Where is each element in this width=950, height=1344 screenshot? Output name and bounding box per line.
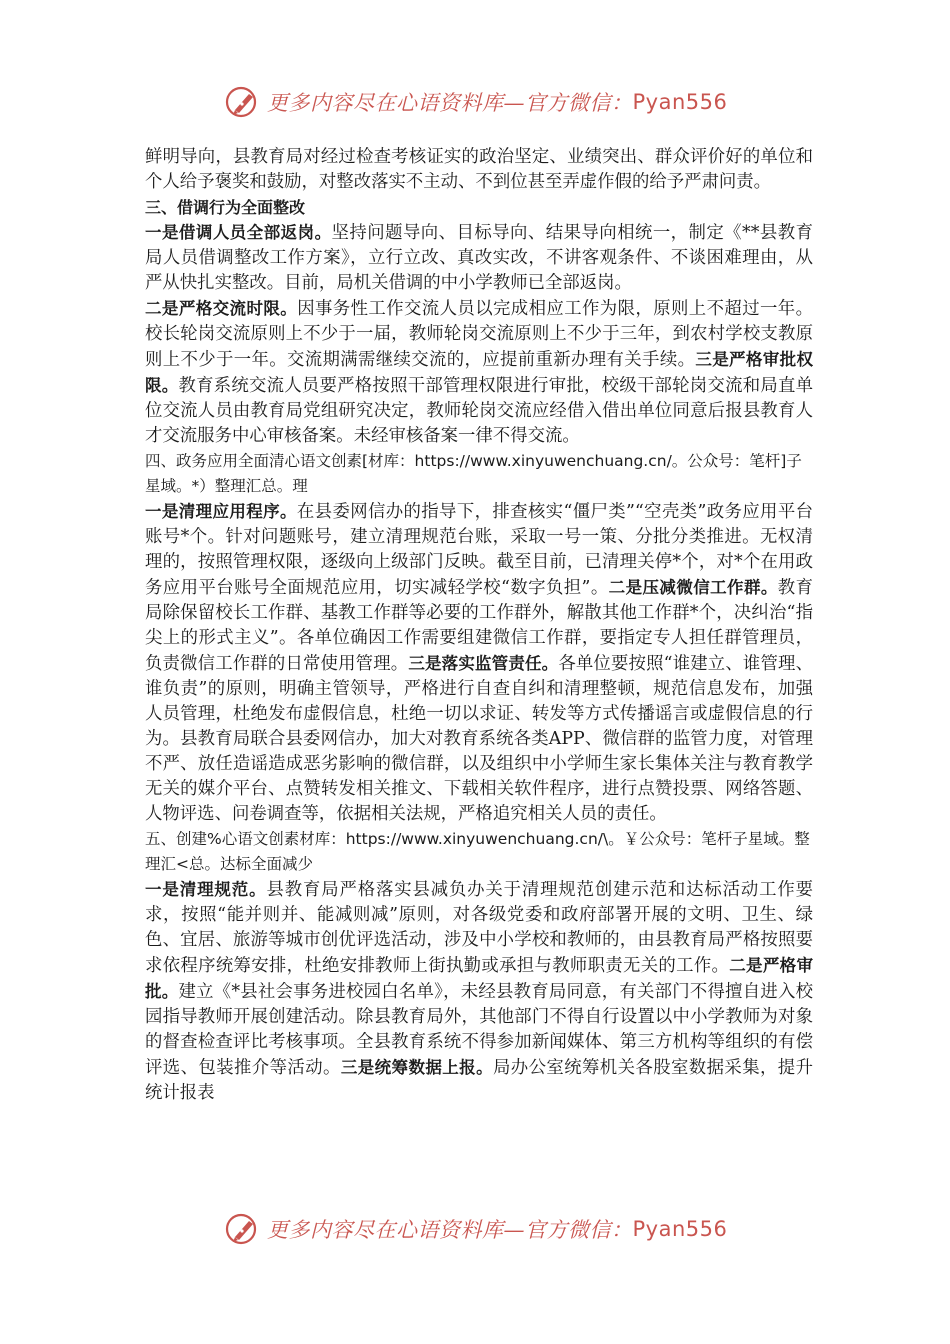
section-heading: 五、创建%心语文创素材库：https://www.xinyuwenchuang.cn/\。￥公众号：笔杆子星域。整理汇<总。达标全面减少 [145, 830, 810, 873]
point-heading: 三是统筹数据上报。 [340, 1058, 493, 1077]
paragraph-text: 在县委网信办的指导下，排查核实“僵尸类”“空壳类”政务应用平台账号*个。针对问题账号，建立清理规范台账，采取一号一策、分批分类推进。无权清理的，按照管理权限，逐级向上级部门反映。截至目前，已清理关停*个，对*个在用政务应用平台账号全面规范应用，切实减轻学校“数字负担”。 [145, 502, 813, 598]
point-heading: 二是严格审批。 [145, 956, 813, 1001]
paragraph-text: 教育系统交流人员要严格按照干部管理权限进行审批，校级干部轮岗交流和局直单位交流人员由教育局党组研究决定，教师轮岗交流应经借入借出单位同意后报县教育人才交流服务中心审核备案。未经审核备案一律不得交流。 [145, 376, 813, 446]
paragraph-text: 局办公室统筹机关各股室数据采集，提升统计报表 [145, 1058, 813, 1103]
point-heading: 一是清理应用程序。 [145, 502, 297, 521]
point-heading: 二是严格交流时限。 [145, 299, 298, 318]
paragraph-text: 教育局除保留校长工作群、基教工作群等必要的工作群外，解散其他工作群*个，决纠治“指尖上的形式主义”。各单位确因工作需要组建微信工作群，要指定专人担任群管理员，负责微信工作群的日常使用管理。 [145, 578, 813, 674]
pen-nib-logo-icon [225, 84, 261, 120]
watermark-id: Pyan556 [632, 1217, 728, 1241]
paragraph-text: 坚持问题导向、目标导向、结果导向相统一，制定《**县教育局人员借调整改工作方案》，立行立改、真改实改，不讲客观条件、不谈困难理由，从严从快扎实整改。目前，局机关借调的中小学教师已全部返岗。 [145, 223, 813, 293]
point-heading: 三是落实监管责任。 [408, 654, 559, 673]
paragraph [145, 877, 813, 1106]
paragraph-text: 各单位要按照“谁建立、谁管理、谁负责”的原则，明确主管领导，严格进行自查自纠和清理整顿，规范信息发布，加强人员管理，杜绝发布虚假信息，杜绝一切以求证、转发等方式传播谣言或虚假信息的行为。县教育局联合县委网信办，加大对教育系统各类APP、微信群的监管力度，对管理不严、放任造谣造成恶劣影响的微信群，以及组织中小学师生家长集体关注与教育教学无关的媒介平台、点赞转发相关推文、下载相关软件程序，进行点赞投票、网络答题、人物评选、问卷调查等，依据相关法规，严格追究相关人员的责任。 [145, 654, 813, 824]
paragraph [145, 296, 813, 449]
watermark-id: Pyan556 [632, 90, 728, 114]
watermark-header [225, 80, 727, 124]
watermark-footer [225, 1207, 727, 1251]
pen-nib-logo-icon [225, 1211, 261, 1247]
point-heading: 一是清理规范。 [145, 880, 267, 899]
watermark-text: 更多内容尽在心语资料库—官方微信： [267, 1218, 633, 1242]
watermark-text: 更多内容尽在心语资料库—官方微信： [267, 91, 633, 115]
section-heading: 三、借调行为全面整改 [145, 198, 306, 217]
point-heading: 一是借调人员全部返岗。 [145, 223, 332, 242]
paragraph [145, 145, 813, 195]
paragraph [145, 499, 813, 827]
paragraph-text: 鲜明导向，县教育局对经过检查考核证实的政治坚定、业绩突出、群众评价好的单位和个人给予褒奖和鼓励，对整改落实不主动、不到位甚至弄虚作假的给予严肃问责。 [145, 147, 813, 192]
paragraph-text: 因事务性工作交流人员以完成相应工作为限，原则上不超过一年。校长轮岗交流原则上不少于一届，教师轮岗交流原则上不少于三年，到农村学校支教原则上不少于一年。交流期满需继续交流的，应提前重新办理有关手续。 [145, 299, 813, 370]
document-body [145, 145, 813, 1106]
point-heading: 二是压减微信工作群。 [608, 578, 778, 597]
paragraph-text: 建立《*县社会事务进校园白名单》，未经县教育局同意，有关部门不得擅自进入校园指导教师开展创建活动。除县教育局外，其他部门不得自行设置以中小学教师为对象的督查检查评比考核事项。全县教育系统不得参加新闻媒体、第三方机构等组织的有偿评选、包装推介等活动。 [145, 982, 814, 1078]
paragraph-text: 县教育局严格落实县减负办关于清理规范创建示范和达标活动工作要求，按照“能并则并、能减则减”原则，对各级党委和政府部署开展的文明、卫生、绿色、宜居、旅游等城市创优评选活动，涉及中小学校和教师的，由县教育局严格按照要求依程序统筹安排，杜绝安排教师上街执勤或承担与教师职责无关的工作。 [145, 880, 813, 976]
paragraph [145, 220, 813, 296]
point-heading: 三是严格审批权限。 [145, 350, 813, 395]
section-heading: 四、政务应用全面清心语文创素[材库：https://www.xinyuwenchuang.cn/。公众号：笔杆]子星域。*）整理汇总。理 [145, 452, 802, 495]
